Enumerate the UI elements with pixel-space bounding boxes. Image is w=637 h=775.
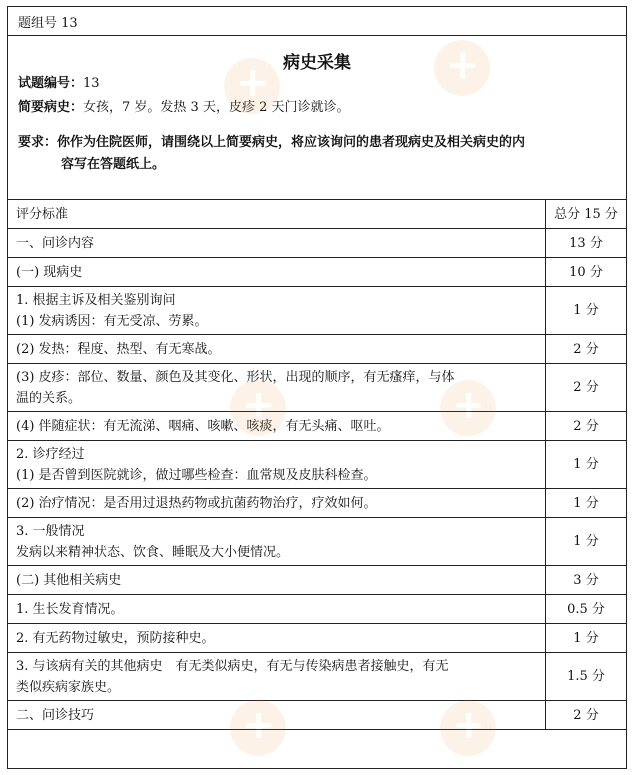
score-cell: 1 分	[546, 287, 627, 335]
table-row	[8, 287, 627, 335]
criteria-line: 2. 有无药物过敏史，预防接种史。	[16, 630, 215, 646]
criteria-line: 3. 与该病有关的其他病史 有无类似病史，有无与传染病患者接触史，有无	[16, 658, 449, 674]
score-cell: 1 分	[546, 624, 627, 653]
table-row	[8, 653, 627, 701]
table-header-total: 总分 15 分	[546, 200, 627, 229]
criteria-line: (2) 治疗情况：是否用过退热药物或抗菌药物治疗，疗效如何。	[16, 495, 377, 511]
score-cell: 2 分	[546, 335, 627, 364]
table-row	[8, 701, 627, 730]
criteria-cell	[8, 566, 546, 595]
table-row	[8, 412, 627, 441]
criteria-line: 一、问诊内容	[16, 235, 95, 251]
table-header-criteria: 评分标准	[8, 200, 546, 229]
criteria-line: (2) 发热：程度、热型、有无寒战。	[16, 341, 221, 357]
criteria-cell	[8, 335, 546, 364]
criteria-cell	[8, 489, 546, 518]
score-cell: 2 分	[546, 701, 627, 730]
criteria-line: (一) 现病史	[16, 264, 83, 280]
criteria-line: 2. 诊疗经过	[16, 446, 85, 462]
criteria-cell	[8, 595, 546, 624]
watermark-cross-icon: +	[452, 702, 486, 748]
criteria-cell	[8, 518, 546, 566]
criteria-cell	[8, 653, 546, 701]
score-cell: 10 分	[546, 258, 627, 287]
criteria-line: 温的关系。	[16, 390, 82, 406]
score-cell: 2 分	[546, 412, 627, 441]
score-cell: 13 分	[546, 229, 627, 258]
exam-number-value: 13	[83, 76, 100, 91]
criteria-cell	[8, 624, 546, 653]
watermark-cross-icon: +	[242, 702, 276, 748]
group-number	[8, 7, 626, 36]
exam-number-line	[18, 72, 626, 96]
criteria-line: 1. 生长发育情况。	[16, 601, 124, 617]
criteria-cell	[8, 364, 546, 412]
criteria-cell	[8, 701, 546, 730]
watermark-cross-icon: +	[236, 60, 270, 106]
requirement-line-1: 你作为住院医师，请围绕以上简要病史，将应该询问的患者现病史及相关病史的内	[57, 135, 526, 150]
table-row	[8, 258, 627, 287]
brief-history-value: 女孩，7 岁。发热 3 天，皮疹 2 天门诊就诊。	[83, 100, 350, 115]
criteria-cell	[8, 287, 546, 335]
criteria-line: 二、问诊技巧	[16, 707, 95, 723]
watermark-cross-icon: +	[452, 382, 486, 428]
table-row	[8, 229, 627, 258]
requirement-line-2: 容写在答题纸上。	[61, 157, 166, 172]
requirement-label: 要求：	[18, 135, 58, 150]
criteria-line: 3. 一般情况	[16, 523, 85, 539]
table-row	[8, 518, 627, 566]
table-row	[8, 364, 627, 412]
criteria-cell	[8, 412, 546, 441]
requirement	[8, 132, 626, 176]
criteria-line: (3) 皮疹：部位、数量、颜色及其变化、形状，出现的顺序，有无瘙痒，与体	[16, 369, 455, 385]
score-cell: 0.5 分	[546, 595, 627, 624]
criteria-line: 类似疾病家族史。	[16, 679, 121, 695]
table-header-row	[8, 200, 627, 229]
score-cell: 2 分	[546, 364, 627, 412]
criteria-line: (二) 其他相关病史	[16, 572, 122, 588]
table-row	[8, 595, 627, 624]
criteria-line: (4) 伴随症状：有无流涕、咽痛、咳嗽、咳痰，有无头痛、呕吐。	[16, 418, 390, 434]
criteria-cell	[8, 258, 546, 287]
table-row	[8, 441, 627, 489]
criteria-line: (1) 是否曾到医院就诊，做过哪些检查：血常规及皮肤科检查。	[16, 467, 377, 483]
score-cell: 1.5 分	[546, 653, 627, 701]
exam-info	[8, 72, 626, 120]
document-frame	[7, 6, 627, 769]
table-row	[8, 624, 627, 653]
group-number-text: 题组号 13	[18, 15, 78, 31]
table-row	[8, 335, 627, 364]
score-cell: 1 分	[546, 518, 627, 566]
exam-number-label: 试题编号：	[18, 76, 84, 91]
criteria-line: (1) 发病诱因：有无受凉、劳累。	[16, 313, 208, 329]
table-row	[8, 566, 627, 595]
criteria-line: 1. 根据主诉及相关鉴别询问	[16, 292, 176, 308]
brief-history-line	[18, 96, 626, 120]
scoring-table	[7, 199, 627, 730]
score-cell: 1 分	[546, 441, 627, 489]
score-cell: 3 分	[546, 566, 627, 595]
criteria-cell	[8, 441, 546, 489]
criteria-cell	[8, 229, 546, 258]
criteria-line: 发病以来精神状态、饮食、睡眠及大小便情况。	[16, 544, 290, 560]
table-row	[8, 489, 627, 518]
score-cell: 1 分	[546, 489, 627, 518]
page-title: 病史采集	[283, 53, 351, 73]
brief-history-label: 简要病史：	[18, 100, 84, 115]
watermark-cross-icon: +	[242, 382, 276, 428]
watermark-cross-icon: +	[446, 42, 480, 88]
